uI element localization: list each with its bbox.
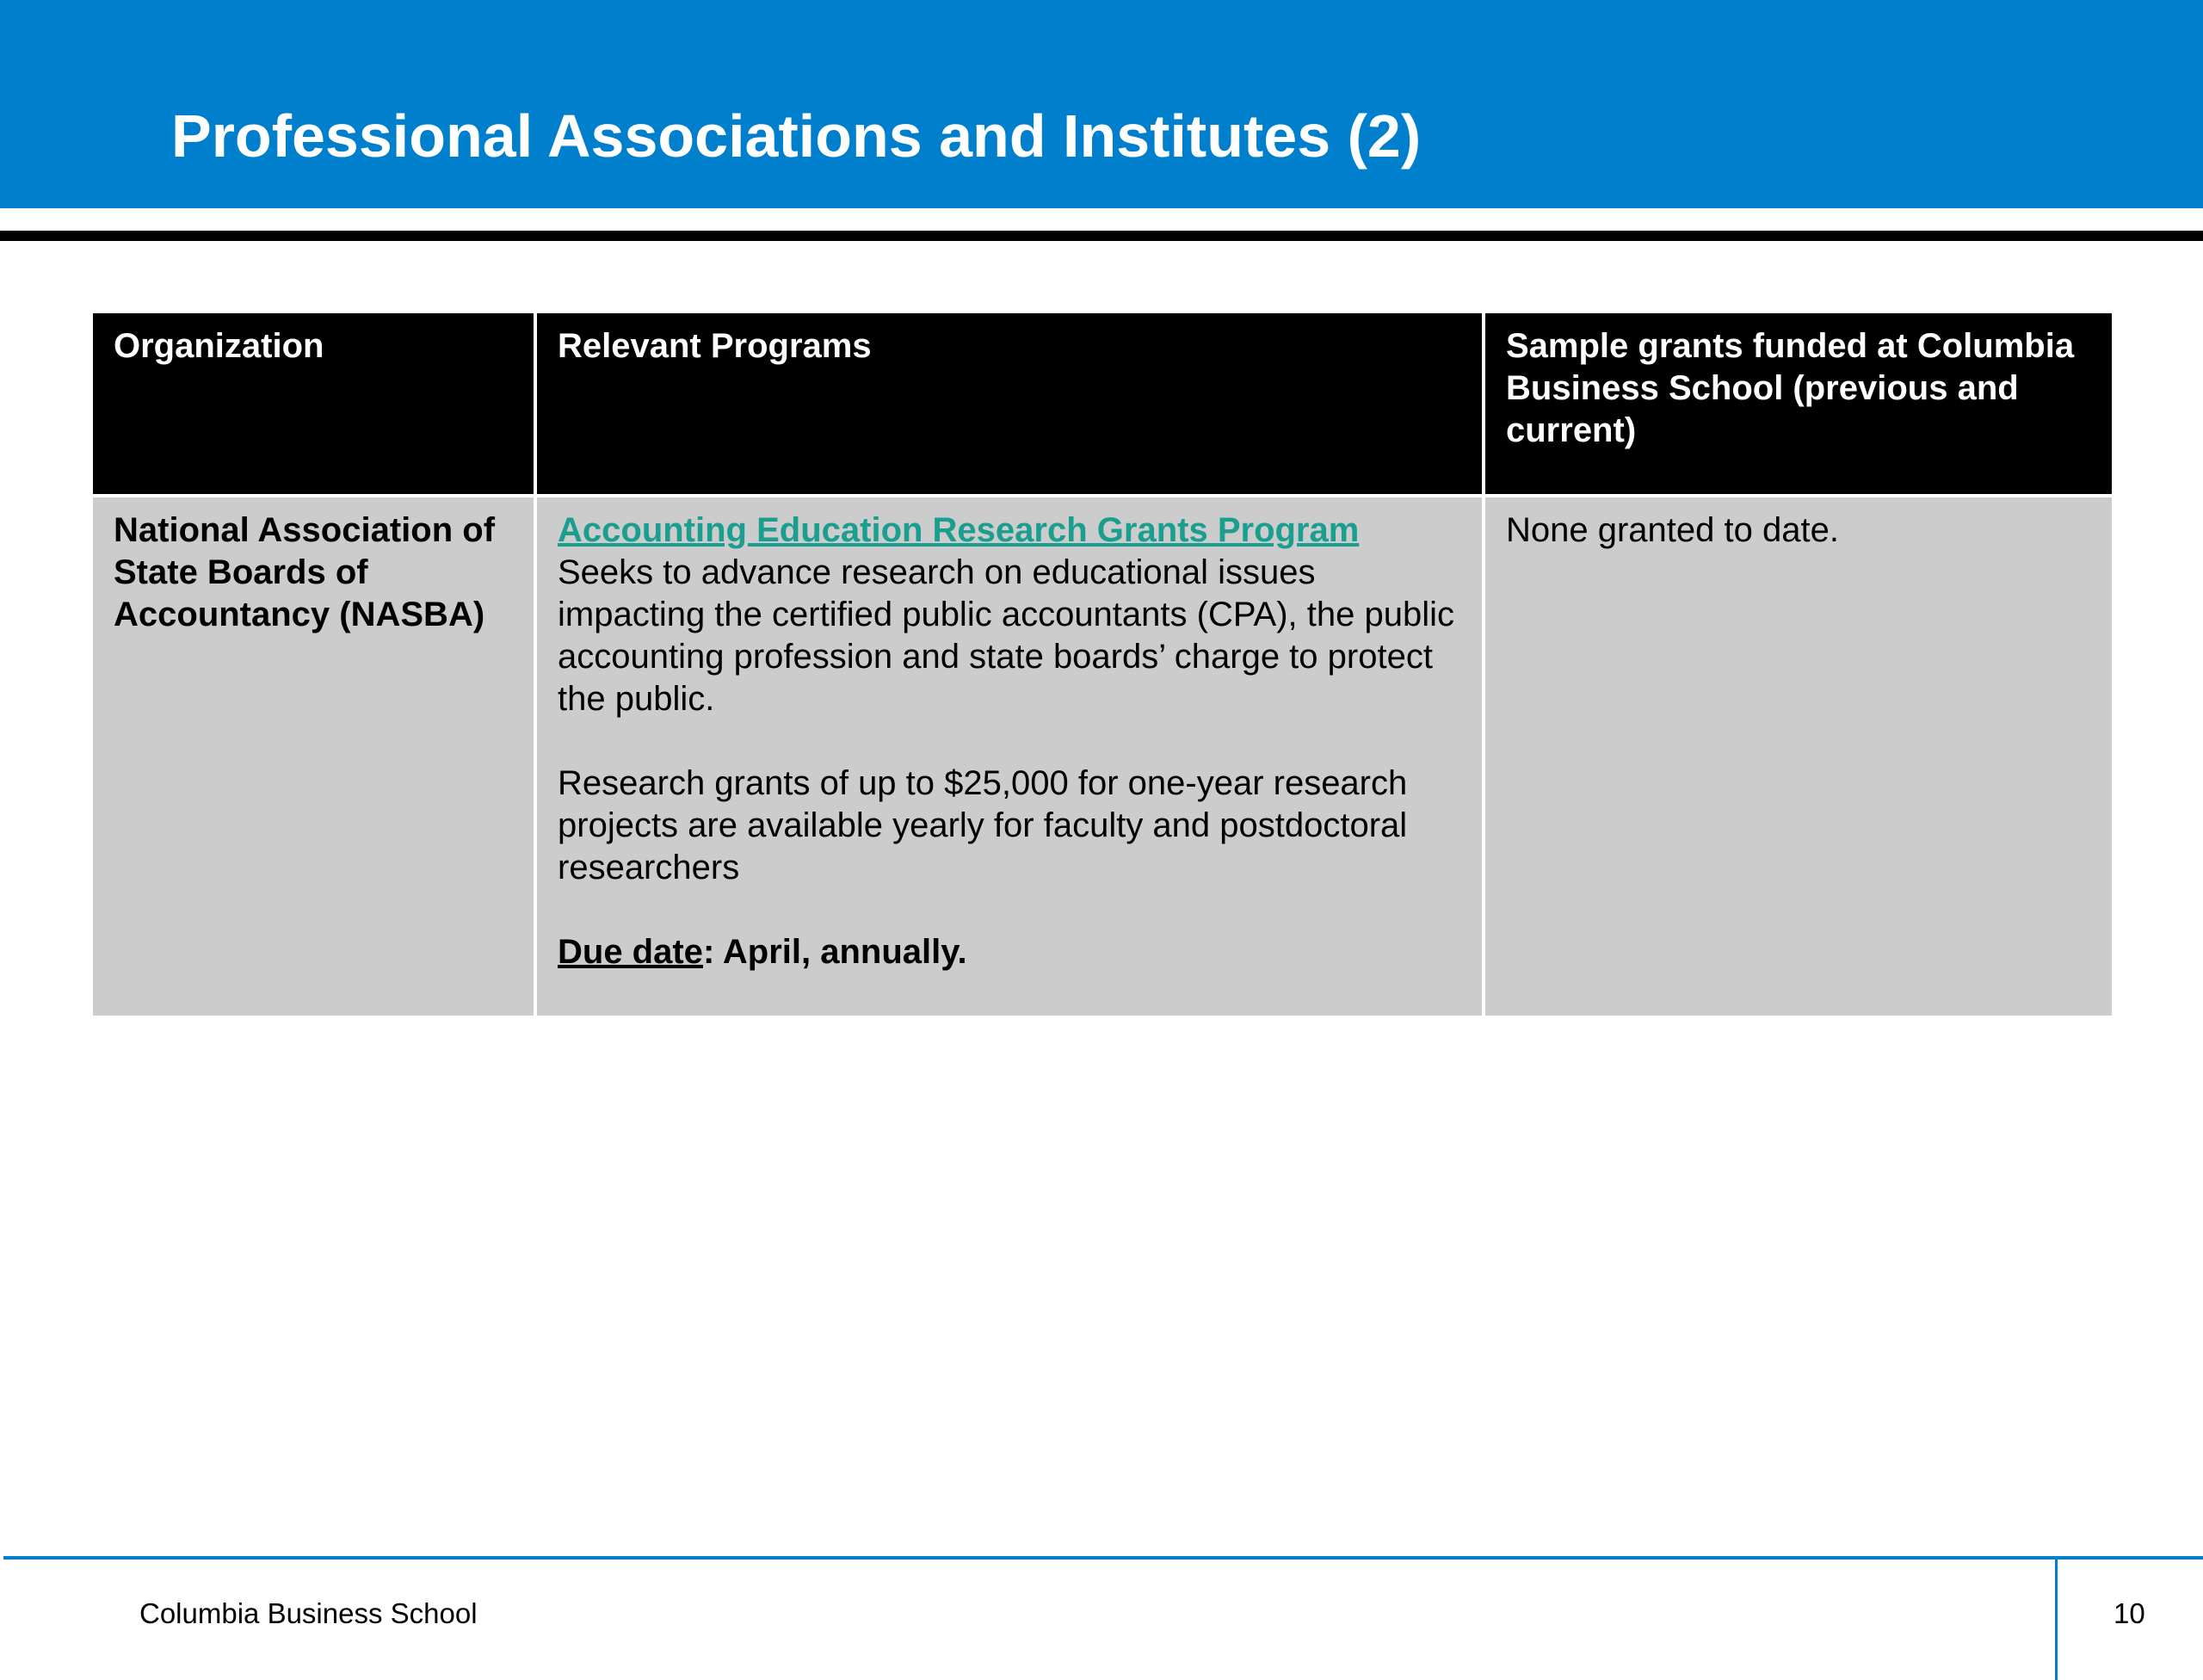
grant-info: Research grants of up to $25,000 for one-year research projects are available yearly for faculty and postdoctoral researchers [558,764,1408,886]
header-sample-grants: Sample grants funded at Columbia Business School (previous and current) [1484,312,2114,496]
program-block [558,510,1461,720]
header-relevant-programs: Relevant Programs [535,312,1484,496]
table-row [91,496,2114,1017]
footer-school-name: Columbia Business School [139,1597,478,1629]
footer-vertical-divider [2055,1560,2058,1680]
due-date [558,931,1461,973]
program-link[interactable]: Accounting Education Research Grants Program [558,511,1360,549]
due-date-value: April, annually. [722,933,967,971]
sample-grants-text: None granted to date. [1506,511,1839,549]
sample-grants-cell [1484,496,2114,1017]
organization-cell [91,496,535,1017]
header-organization: Organization [91,312,535,496]
page-number: 10 [2114,1597,2145,1629]
due-date-separator: : [702,933,723,971]
programs-cell [535,496,1484,1017]
program-description: Seeks to advance research on educational issues impacting the certified public accountants (CPA), the public accounting profession and state boards’ charge to protect the public. [558,553,1455,718]
title-bar [0,0,2203,208]
title-divider [0,231,2203,241]
due-date-label: Due date [558,933,703,971]
table-header-row [91,312,2114,496]
grants-table [89,310,2115,1019]
footer-divider [3,1556,2203,1560]
organization-name: National Association of State Boards of Accountancy (NASBA) [114,511,496,633]
slide-title: Professional Associations and Institutes (2) [171,102,1422,170]
